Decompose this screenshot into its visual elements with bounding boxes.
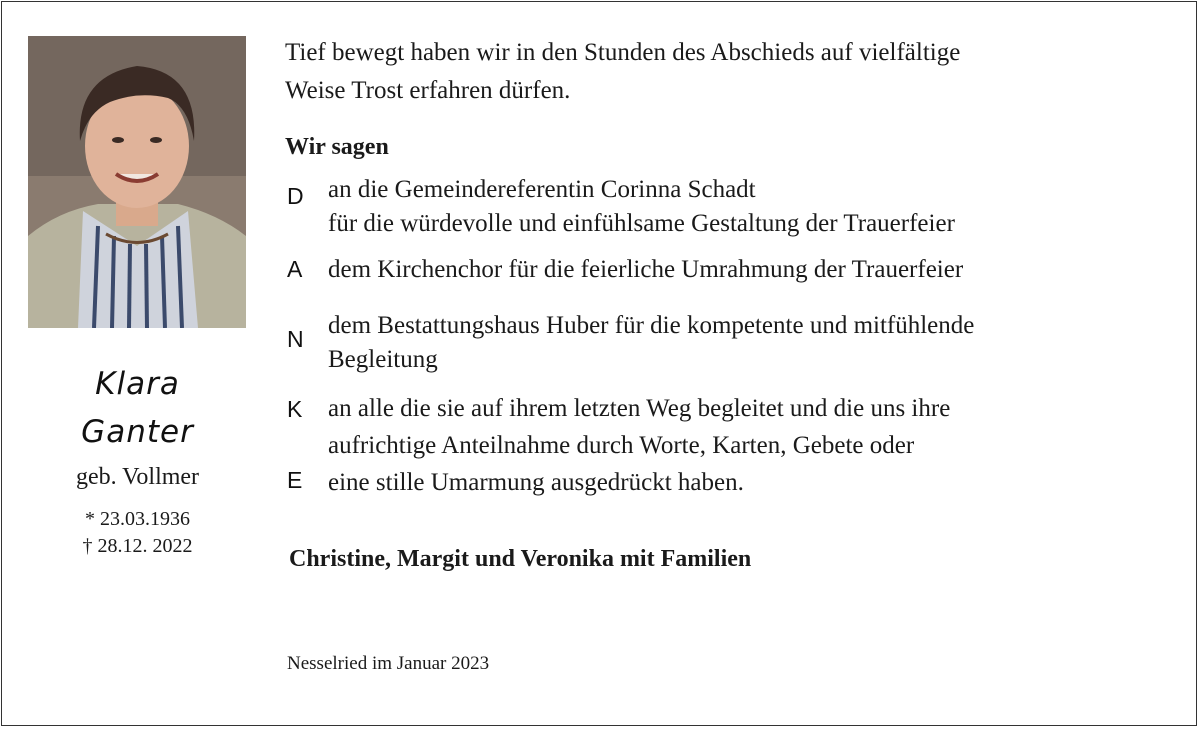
portrait-photo (28, 36, 246, 328)
thanks-item-line: an die Gemeindereferentin Corinna Schadt (328, 176, 756, 203)
birth-date: * 23.03.1936 (85, 508, 190, 530)
acrostic-letter: N (287, 326, 304, 352)
deceased-last-name: Ganter (81, 414, 194, 450)
death-date: † 28.12. 2022 (82, 535, 193, 557)
signature: Christine, Margit und Veronika mit Familien (289, 546, 752, 572)
acrostic-letter: D (287, 183, 304, 209)
thanks-item-line: dem Bestattungshaus Huber für die kompetente und mitfühlende (328, 312, 975, 339)
acrostic-letter: K (287, 396, 303, 422)
thanks-item (328, 253, 1148, 287)
thanks-item-line: an alle die sie auf ihrem letzten Weg begleitet und die uns ihre (328, 395, 951, 422)
deceased-first-name: Klara (95, 366, 180, 402)
thanks-heading: Wir sagen (285, 134, 389, 160)
thanks-item-line: aufrichtige Anteilnahme durch Worte, Karten, Gebete oder (328, 432, 915, 459)
thanks-item-line: eine stille Umarmung ausgedrückt haben. (328, 469, 744, 496)
thanks-item (328, 173, 1148, 241)
intro-text (285, 34, 1165, 110)
place-date: Nesselried im Januar 2023 (287, 653, 490, 674)
acrostic-letter: A (287, 256, 303, 282)
thanks-item (328, 390, 1148, 501)
thanks-item (328, 309, 1148, 377)
thanks-item-line: für die würdevolle und einfühlsame Gestaltung der Trauerfeier (328, 210, 955, 237)
intro-line: Weise Trost erfahren dürfen. (285, 77, 571, 104)
intro-line: Tief bewegt haben wir in den Stunden des Abschieds auf vielfältige (285, 39, 961, 66)
acrostic-letter: E (287, 467, 303, 493)
thanks-item-line: Begleitung (328, 346, 438, 373)
thanks-item-line: dem Kirchenchor für die feierliche Umrahmung der Trauerfeier (328, 256, 964, 283)
maiden-name: geb. Vollmer (75, 464, 200, 490)
